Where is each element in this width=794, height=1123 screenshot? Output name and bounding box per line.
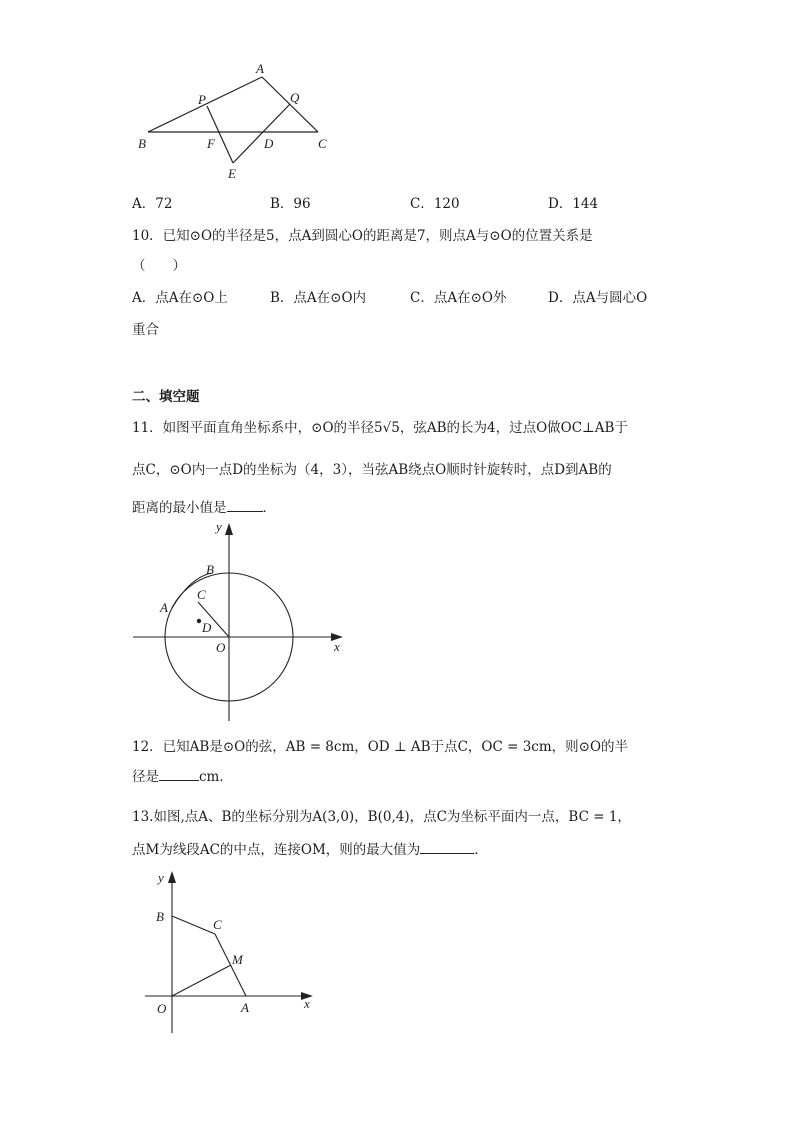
q13-figure bbox=[140, 868, 330, 1038]
label-Q: Q bbox=[290, 90, 300, 105]
segment-QE bbox=[233, 104, 290, 163]
segment-OM bbox=[172, 965, 231, 996]
label-y: y bbox=[216, 519, 222, 534]
q11-figure bbox=[128, 518, 348, 723]
q10-option-a: A．点A在⊙O上 bbox=[132, 290, 228, 306]
label-P: P bbox=[198, 92, 206, 107]
label-O: O bbox=[216, 640, 226, 655]
q13-stem-line1: 13.如图,点A、B的坐标分别为A(3,0)，B(0,4)，点C为坐标平面内一点，BC = 1， bbox=[132, 809, 631, 825]
q9-option-a: A．72 bbox=[132, 196, 173, 212]
label-C: C bbox=[318, 136, 327, 151]
label-y: y bbox=[158, 870, 164, 885]
q11-stem-line3 bbox=[132, 496, 276, 516]
q10-option-c: C．点A在⊙O外 bbox=[410, 290, 507, 306]
label-A: A bbox=[160, 600, 168, 615]
q10-option-d: D．点A与圆心O bbox=[548, 290, 648, 306]
q13-stem-end: ． bbox=[474, 842, 488, 858]
label-M: M bbox=[232, 952, 243, 967]
label-E: E bbox=[228, 166, 236, 181]
label-O: O bbox=[157, 1001, 167, 1016]
label-B: B bbox=[206, 562, 214, 577]
q12-answer-blank[interactable] bbox=[159, 767, 199, 781]
q11-stem-text: 距离的最小值是 bbox=[132, 500, 227, 516]
q12-stem-unit: cm． bbox=[199, 769, 233, 785]
q12-stem-line1: 12．已知AB是⊙O的弦，AB = 8cm，OD ⊥ AB于点C，OC = 3cm，则⊙O的半 bbox=[132, 739, 629, 755]
q9-option-b: B．96 bbox=[270, 196, 311, 212]
q9-figure bbox=[130, 60, 340, 185]
label-F: F bbox=[207, 136, 215, 151]
label-C: C bbox=[213, 917, 222, 932]
q13-stem-line2 bbox=[132, 838, 488, 858]
y-axis-arrow bbox=[168, 871, 176, 883]
q10-option-d-cont: 重合 bbox=[132, 322, 159, 338]
q10-stem-line1: 10．已知⊙O的半径是5，点A到圆心O的距离是7，则点A与⊙O的位置关系是 bbox=[132, 228, 593, 244]
q9-option-d: D．144 bbox=[548, 196, 599, 212]
q13-answer-blank[interactable] bbox=[420, 840, 474, 854]
q9-option-c: C．120 bbox=[410, 196, 460, 212]
label-A: A bbox=[256, 61, 264, 76]
label-C: C bbox=[197, 587, 206, 602]
label-B: B bbox=[138, 136, 146, 151]
q10-option-b: B．点A在⊙O内 bbox=[270, 290, 367, 306]
q11-stem-line1: 11．如图平面直角坐标系中，⊙O的半径5√5，弦AB的长为4，过点O做OC⊥AB于 bbox=[132, 420, 628, 436]
label-x: x bbox=[304, 996, 310, 1011]
q10-stem-line2: （ ） bbox=[132, 258, 186, 274]
segment-PE bbox=[207, 106, 233, 163]
q11-stem-end: ． bbox=[262, 500, 276, 516]
label-D: D bbox=[202, 620, 212, 635]
q11-answer-blank[interactable] bbox=[227, 498, 263, 512]
label-B: B bbox=[156, 909, 164, 924]
section-heading: 二、填空题 bbox=[132, 389, 200, 405]
segment-BC bbox=[172, 916, 215, 934]
q12-stem-line2 bbox=[132, 765, 233, 785]
q12-stem-text: 径是 bbox=[132, 769, 159, 785]
q11-stem-line2: 点C，⊙O内一点D的坐标为（4，3），当弦AB绕点O顺时针旋转时，点D到AB的 bbox=[132, 462, 612, 478]
y-axis-arrow bbox=[225, 523, 233, 535]
q13-stem-text: 点M为线段AC的中点，连接OM，则的最大值为 bbox=[132, 842, 421, 858]
label-A: A bbox=[241, 1000, 249, 1015]
point-D bbox=[197, 619, 201, 623]
label-x: x bbox=[334, 639, 340, 654]
label-D: D bbox=[264, 136, 274, 151]
